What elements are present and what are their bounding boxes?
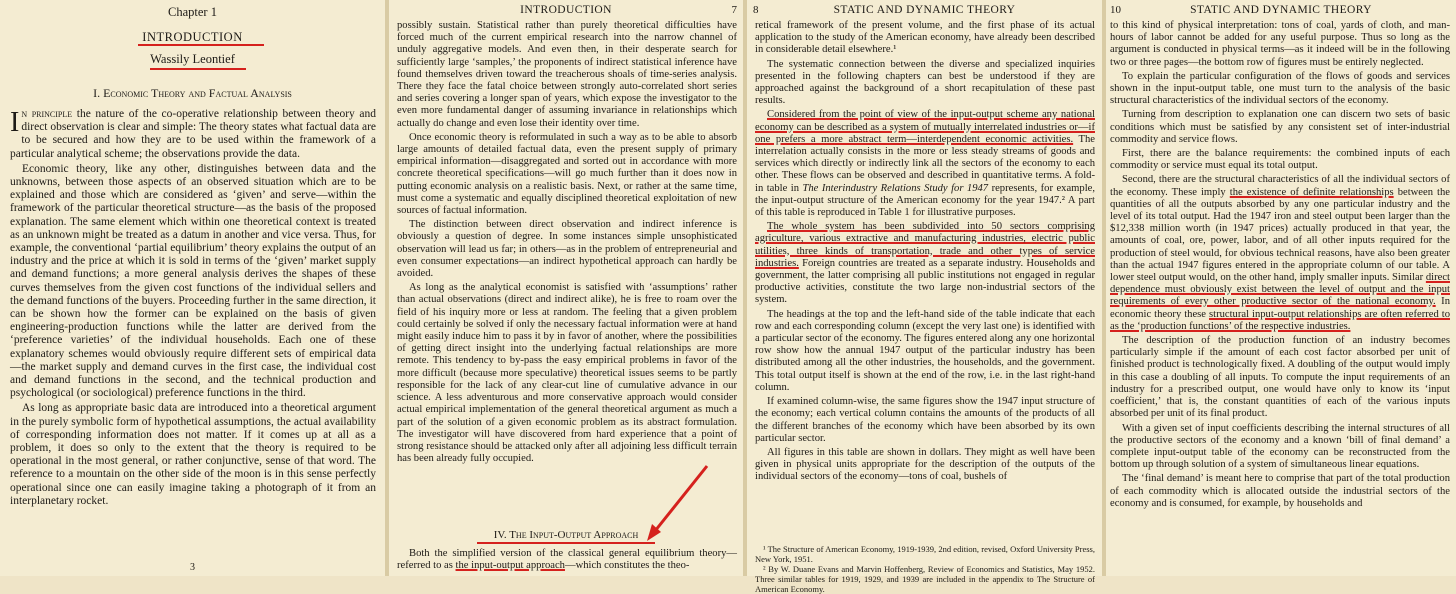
page-8 — [747, 0, 1102, 594]
paragraph: to this kind of physical interpretation: tons of coal, yards of cloth, and man-hours of labor cannot be added for any useful purpose. Thus so long as the argument is conducted in physical terms—as it indeed will be in the following two or three pages—the bottom row of figures must be entirely neglected. — [1110, 20, 1450, 68]
paragraph: The headings at the top and the left-hand side of the table indicate that each row and each corresponding column (except the very last one) is identified with a particular sector of the economy. The figures entered along any one horizontal row show how the annual 1947 output of the particular industry has been distributed among all the other industries, the households, and the government. This total output itself is shown at the end of the row, i.e. in the last right-hand column. — [755, 308, 1095, 393]
paragraph: Economic theory, like any other, distinguishes between data and the unknowns, between those aspects of an observed situation which are to be explained and those which are considered as ‘given’ and serve—within the framework of the particular theoretical structure—as the basis of the proposed explanation. The same element which within one theoretical context is treated as an unknown might be treated as a datum in another and vice versa. Thus, for example, the conventional ‘partial equilibrium’ theory explains the output of an industry and the price at which it is sold in terms of the ‘given’ market supply and demand functions; a more general analysis derives the shapes of these curves themselves from the given cost functions of the individual sellers and the demand functions of the buyers. Proceeding further in the same direction, it can be shown how the former can be explained on the basis of given engineering-production functions while the latter are derived from the ‘preference varieties’ of the individual households. Each one of these explanatory schemes would obviously require different sets of empirical data—the market supply and demand curves in the first case, the individual cost and demand functions in the second, and the technical production and psychological (or sociological) preference functions in the third. — [10, 162, 376, 400]
paragraph: To explain the particular configuration of the flows of goods and services shown in the input-output table, one must turn to the analysis of the basic structural characteristics of the individual sectors of the economy. — [1110, 70, 1450, 107]
highlighted-phrase: the existence of definite relationships — [1229, 186, 1394, 198]
footnotes — [755, 544, 1095, 594]
paragraph-text: In economic theory these — [1110, 296, 1450, 320]
page-number: 8 — [753, 4, 759, 16]
paragraph: First, there are the balance requirements: the combined inputs of each commodity or service must equal its total output. — [1110, 148, 1450, 172]
footnote: ¹ The Structure of American Economy, 1919-1939, 2nd edition, revised, Oxford University Press, New York, 1951. — [755, 544, 1095, 564]
paragraph: Once economic theory is reformulated in such a way as to be able to absorb large amounts of detailed factual data, even the present supply of primary empirical information—disaggregated and sorted out in accordance with more concrete theoretical specifications—will go much further than it does now in putting economic analysis on a realistic basis. Next, or rather at the same time, must come a systematic and equally disciplined theoretical exploitation of new sources of factual information. — [397, 131, 737, 217]
paragraph-text: Both the simplified version of the classical general equilibrium theory—referred to as — [397, 548, 737, 572]
section-underline — [477, 542, 655, 544]
paragraph-text: between the quantities of all the outputs absorbed by any one particular industry and the level of its total output. Had the 1947 iron and steel output been larger than the $12,338 million worth (in 1947 prices) actually produced in that year, the amounts of coal, ore, power, labor, and of all other inputs required for the production of steel would, for obvious technical reasons, have also been greater than the actual 1947 figures entered in the appropriate column of our table. A lower steel output would, on the other hand, imply smaller inputs. Similar — [1110, 186, 1450, 284]
page-body — [755, 20, 1095, 486]
section-heading: I. Economic Theory and Factual Analysis — [93, 86, 292, 100]
book-title: The Interindustry Relations Study for 1947 — [802, 182, 989, 194]
paragraph: Turning from description to explanation one can discern two sets of basic conditions which must be satisfied by any consistent set of inter-industrial commodity and service flows. — [1110, 109, 1450, 145]
paragraph — [755, 109, 1095, 219]
paragraph-text: —which constitutes the theo- — [564, 560, 690, 572]
page-10 — [1106, 0, 1456, 576]
highlighted-passage: Considered from the point of view of the input-output scheme any national economy can be described as a system of mutually interrelated industries or—if one prefers a more abstract term—interdependent economic activities. — [755, 109, 1095, 145]
paragraph: As long as the analytical economist is satisfied with ‘assumptions’ rather than actual observations (direct and indirect alike), he is free to roam over the field of his inquiry more or less at random. The feeling that a given problem could certainly be solved if only the necessary factual information were at hand might easily induce him to pass it by in favor of another, where the possibilities of getting direct insight into the underlying factual relationships are more remote. This tendency to by-pass the easy empirical problems in favor of the more difficult (because more speculative) theoretical issues seems to be partly responsible for the lack of any clear-cut line of cumulative advance in our science. A less adventurous and more conservative approach would consider actual empirical implementation of the general theoretical argument as much a part of the solution of a given economic problem as its abstract formulation. The investigator will have discovered from hard experience that a point of strong resistance should be attacked only after all adjoining less difficult terrain has been already fully occupied. — [397, 282, 737, 465]
paragraph: If examined column-wise, the same figures show the 1947 input structure of the economy; each vertical column contains the amounts of the products of all the different branches of the economy which have been absorbed by its own particular sector. — [755, 396, 1095, 444]
page-7 — [389, 0, 743, 576]
title-underline — [138, 44, 264, 46]
paragraph-text: the nature of the co-operative relationship between theory and direct observation is clear and simple: The theory states what factual data are to be secured and how they are to be used within the framework of a particular analytical scheme; the observations provide the data. — [10, 108, 376, 160]
page-body — [1110, 20, 1450, 512]
highlighted-phrase: the input-output approach — [455, 560, 565, 572]
footnote: ² By W. Duane Evans and Marvin Hoffenberg, Review of Economics and Statistics, May 1952. Three similar tables for 1919, 1929, and 1939 are included in the appendix to The Structure of American Economy. — [755, 564, 1095, 594]
paragraph-text: The interrelation actually consists in the more or less steady streams of goods and services which directly or indirectly link all the sectors of the economy to each other. These flows can be observed and described in quantitative terms. A fold-in table in — [755, 133, 1095, 194]
paragraph: possibly sustain. Statistical rather than purely theoretical difficulties have forced much of the current empirical research into the narrow channel of unduly aggregative models. And even then, in their desperate search for sufficiently large ‘samples,’ the proponents of indirect statistical inference have found themselves driven toward the treacherous shoals of time-series analysis. There they face the fatal choice between strongly auto-correlated short series and series covering a longer span of years, which expose the investigator to the even more fundamental danger of assuming invariance in relationships which actually do change and even lose their identity over time. — [397, 20, 737, 129]
paragraph: retical framework of the present volume, and the first phase of its actual application to the study of the American economy, have already been described in considerable detail elsewhere.¹ — [755, 20, 1095, 56]
paragraph-text: Foreign countries are treated as a separate industry. Households and government, the latter comprising all public institutions not engaged in regular productive activities, constitute the two large non-industrial sectors of the system. — [755, 257, 1095, 306]
running-head: INTRODUCTION — [520, 4, 612, 16]
paragraph — [1110, 174, 1450, 333]
section-heading: IV. The Input-Output Approach — [493, 529, 639, 541]
paragraph: The ‘final demand’ is meant here to comprise that part of the total production of each commodity which is allocated outside the industrial sectors of the economy and is consumed, for example, by households and — [1110, 473, 1450, 509]
lead-in: n principle — [21, 108, 73, 120]
running-head: STATIC AND DYNAMIC THEORY — [1190, 4, 1372, 16]
paragraph: The description of the production function of an industry becomes particularly simple if the amount of each cost factor absorbed per unit of finished product is technologically fixed. A doubling of the output would imply in this case a doubling of all inputs. To compute the input requirements of an industry for a prescribed output, one would have only to know its ‘input coefficient,’ that is, the constant quantities of each of the various inputs absorbed per unit of its final product. — [1110, 335, 1450, 420]
highlighted-passage: structural input-output relationships are often referred to as the ‘production functions’ of the respective industries. — [1110, 308, 1450, 332]
page-number: 3 — [190, 562, 195, 573]
author-name: Wassily Leontief — [150, 52, 235, 66]
page-body-bottom — [397, 548, 737, 574]
page-3 — [0, 0, 385, 576]
author-underline — [150, 68, 246, 70]
paragraph — [397, 548, 737, 572]
page-number: 10 — [1110, 4, 1121, 16]
paragraph — [10, 108, 376, 161]
page-body — [10, 108, 376, 510]
chapter-title: INTRODUCTION — [142, 30, 243, 44]
paragraph-text: Second, there are the structural characteristics of all the individual sectors of the economy. These imply — [1110, 174, 1450, 198]
running-head: STATIC AND DYNAMIC THEORY — [833, 4, 1016, 16]
page-body — [397, 20, 737, 467]
paragraph-text: represents, for example, the input-output structure of the American economy for the year 1947.² A part of this table is reproduced in Table 1 for illustrative purposes. — [755, 182, 1095, 219]
page-number: 7 — [731, 4, 737, 16]
chapter-label: Chapter 1 — [168, 5, 217, 19]
paragraph: The systematic connection between the diverse and specialized inquiries presented in the following chapters can best be understood if they are approached against the background of a short recapitulation of these past results. — [755, 58, 1095, 107]
paragraph: As long as appropriate basic data are introduced into a theoretical argument in the purely symbolic form of hypothetical assumptions, the actual availability of corresponding information does not matter. If it comes up at all as a problem, it does so only to the extent that the theory is required to be operational in the most general, or rather conjunctive, sense of that word. The reference to a mountain on the other side of the moon is in this sense perfectly operational since one can easily imagine taking a photograph of it from an interplanetary rocket. — [10, 402, 376, 507]
paragraph: The distinction between direct observation and indirect inference is obviously a question of degree. In some instances simple unsophisticated observation will lead us far; in others—as in the problem of entrepreneurial and even consumer expectations—an indirect hypothetical approach can hardly be avoided. — [397, 219, 737, 280]
paragraph — [755, 221, 1095, 306]
paragraph: All figures in this table are shown in dollars. They might as well have been given in physical units appropriate for the description of the outputs of the individual sectors of the economy—tons of coal, bushels of — [755, 446, 1095, 483]
drop-cap: I — [10, 107, 20, 138]
paragraph: With a given set of input coefficients describing the internal structures of all the productive sectors of the economy and a known ‘bill of final demand’ a complete input-output table of the economy can be reconstructed from the bottom up through solution of a system of simultaneous linear equations. — [1110, 422, 1450, 471]
highlighted-passage: The whole system has been subdivided into 50 sectors comprising agriculture, various extractive and manufacturing industries, electric public utilities, three kinds of transportation, trade and other types of service industries. — [755, 221, 1095, 269]
highlighted-passage: direct dependence must obviously exist between the level of output and the input requirements of every other productive sector of the national economy. — [1110, 272, 1450, 308]
